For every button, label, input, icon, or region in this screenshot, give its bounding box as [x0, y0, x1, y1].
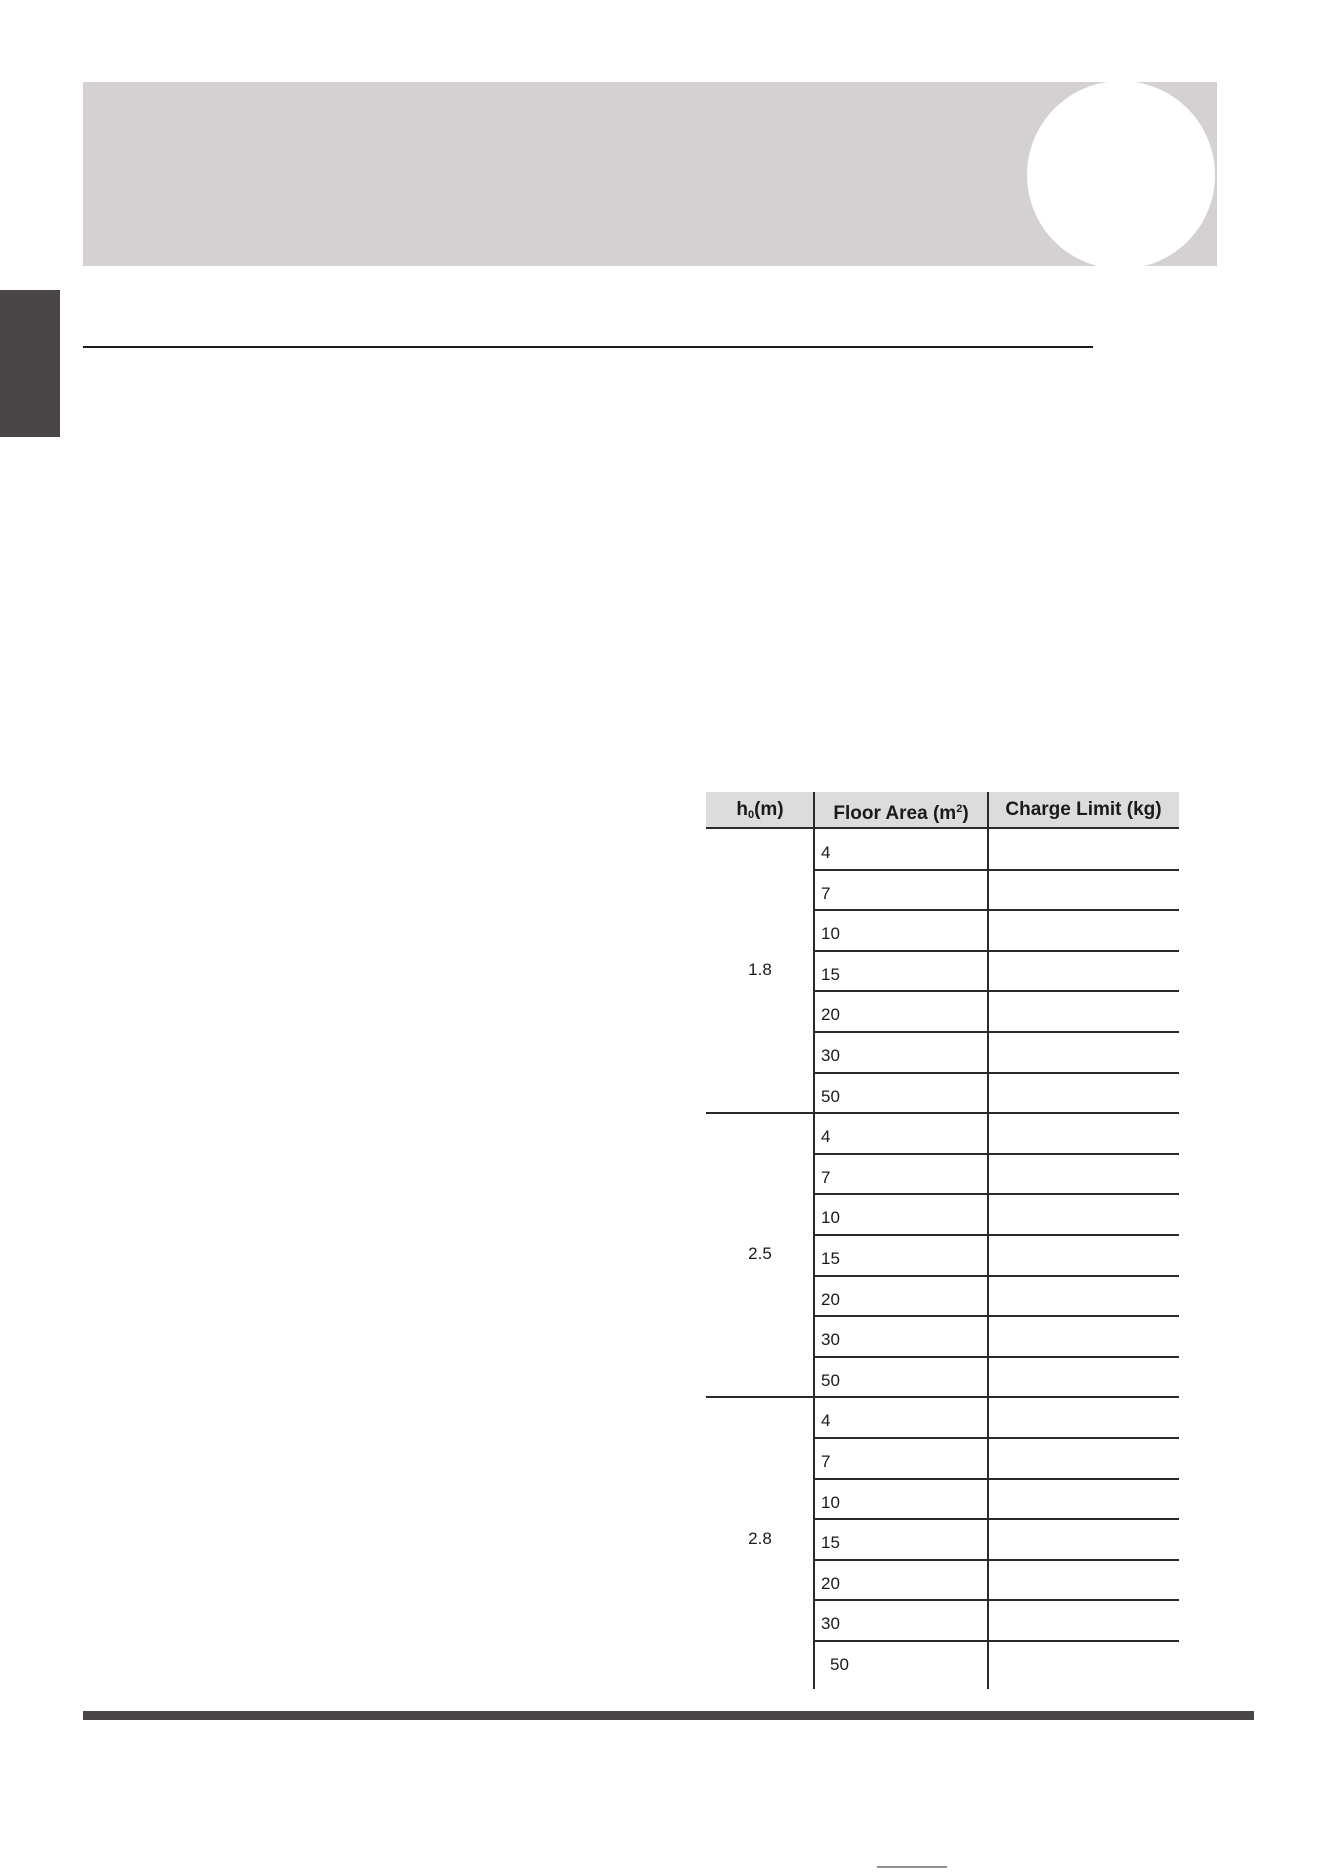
floor-area-cell: 30 — [821, 1330, 840, 1350]
footer-bar — [83, 1711, 1254, 1720]
floor-area-cell: 30 — [821, 1046, 840, 1065]
row-divider — [814, 909, 1179, 911]
floor-area-cell: 50 — [830, 1655, 849, 1674]
group-separator — [706, 1396, 814, 1398]
row-divider — [814, 950, 1179, 952]
row-divider — [814, 1112, 1179, 1114]
floor-area-cell: 7 — [821, 883, 831, 903]
floor-area-cell: 4 — [821, 1411, 831, 1431]
floor-area-cell: 20 — [821, 1005, 840, 1025]
header-band — [83, 82, 1217, 266]
footer-mark — [877, 1862, 967, 1872]
floor-area-cell: 30 — [821, 1614, 840, 1634]
table-header-row — [706, 792, 1179, 829]
section-title-rule — [83, 346, 1093, 348]
header-floor-area: Floor Area $(m^2)$ — [833, 803, 969, 824]
row-divider — [814, 1478, 1179, 1480]
row-divider — [814, 1518, 1179, 1520]
row-divider — [814, 1234, 1179, 1236]
h0-value: 1.8 — [748, 960, 772, 980]
floor-area-cell: 15 — [821, 1533, 840, 1553]
floor-area-cell: 15 — [821, 964, 840, 984]
group-separator — [706, 1112, 814, 1114]
h0-value: 2.8 — [748, 1528, 772, 1548]
row-divider — [814, 1356, 1179, 1358]
row-divider — [814, 1559, 1179, 1561]
header-charge-limit: Charge Limit (kg) — [1005, 799, 1162, 820]
charge-limit-table — [706, 792, 1179, 1689]
side-chapter-tab — [0, 290, 60, 437]
floor-area-cell: 15 — [821, 1249, 840, 1268]
row-divider — [814, 1193, 1179, 1195]
column-divider — [813, 792, 815, 1689]
row-divider — [814, 990, 1179, 992]
floor-area-cell: 20 — [821, 1289, 840, 1309]
floor-area-cell: 4 — [821, 843, 831, 862]
floor-area-cell: 4 — [821, 1127, 831, 1147]
floor-area-cell: 50 — [821, 1370, 840, 1390]
row-divider — [814, 1315, 1179, 1317]
row-divider — [814, 869, 1179, 871]
row-divider — [814, 1153, 1179, 1155]
h0-value: 2.5 — [748, 1244, 772, 1264]
row-divider — [814, 1072, 1179, 1074]
row-divider — [814, 1396, 1179, 1398]
floor-area-cell: 10 — [821, 1208, 840, 1228]
row-divider — [814, 1437, 1179, 1439]
row-divider — [814, 1640, 1179, 1642]
floor-area-cell: 10 — [821, 1492, 840, 1512]
floor-area-cell: 20 — [821, 1573, 840, 1593]
header-h0: $h_0(m)$ — [736, 799, 784, 821]
floor-area-cell: 50 — [821, 1086, 840, 1106]
floor-area-cell: 7 — [821, 1167, 831, 1187]
row-divider — [814, 1599, 1179, 1601]
header-circle-decoration — [1027, 82, 1215, 266]
row-divider — [814, 1031, 1179, 1033]
column-divider — [987, 792, 989, 1689]
row-divider — [814, 1275, 1179, 1277]
floor-area-cell: 10 — [821, 924, 840, 944]
floor-area-cell: 7 — [821, 1452, 831, 1471]
